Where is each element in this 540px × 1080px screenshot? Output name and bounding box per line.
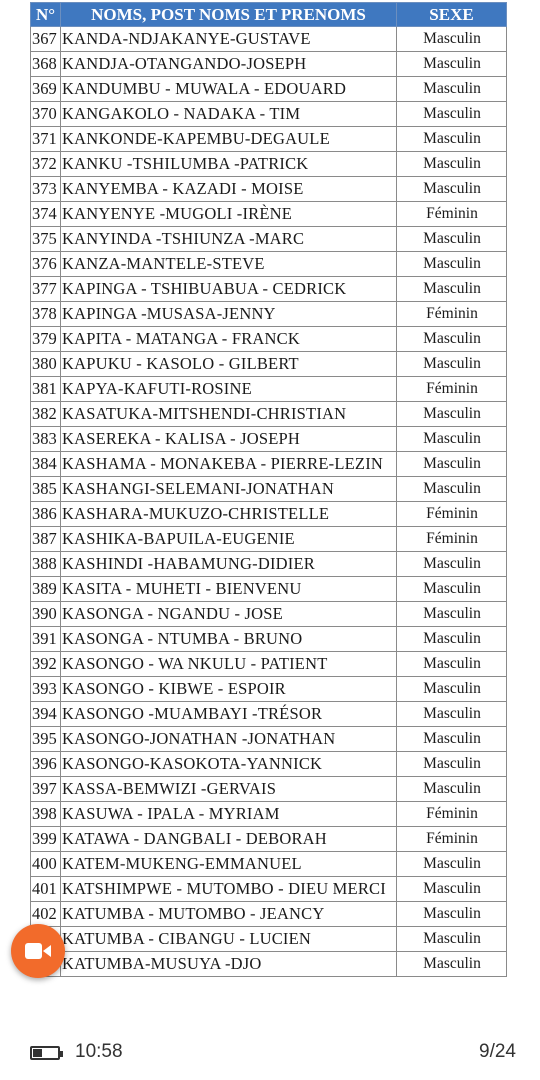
row-name: KASONGO - KIBWE - ESPOIR	[61, 677, 397, 702]
row-sex: Masculin	[397, 877, 507, 902]
table-row	[31, 902, 507, 927]
table-row	[31, 627, 507, 652]
row-number: 402	[31, 902, 61, 927]
row-sex: Masculin	[397, 227, 507, 252]
table-row	[31, 777, 507, 802]
record-video-button[interactable]	[11, 924, 65, 978]
row-sex: Masculin	[397, 627, 507, 652]
battery-icon	[30, 1046, 60, 1060]
row-number: 370	[31, 102, 61, 127]
row-sex: Féminin	[397, 377, 507, 402]
table-row	[31, 127, 507, 152]
row-sex: Féminin	[397, 827, 507, 852]
row-number: 376	[31, 252, 61, 277]
row-number: 391	[31, 627, 61, 652]
row-sex: Masculin	[397, 277, 507, 302]
row-sex: Masculin	[397, 252, 507, 277]
row-name: KASITA - MUHETI - BIENVENU	[61, 577, 397, 602]
table-row	[31, 877, 507, 902]
row-name: KANGAKOLO - NADAKA - TIM	[61, 102, 397, 127]
row-sex: Masculin	[397, 452, 507, 477]
table-row	[31, 227, 507, 252]
table-row	[31, 677, 507, 702]
row-name: KAPINGA - TSHIBUABUA - CEDRICK	[61, 277, 397, 302]
table-header-row	[31, 3, 507, 27]
row-sex: Masculin	[397, 127, 507, 152]
row-name: KAPUKU - KASOLO - GILBERT	[61, 352, 397, 377]
reader-status-bar	[0, 1010, 540, 1080]
row-name: KASONGO-JONATHAN -JONATHAN	[61, 727, 397, 752]
table-row	[31, 827, 507, 852]
row-sex: Masculin	[397, 652, 507, 677]
table-row	[31, 52, 507, 77]
row-number: 389	[31, 577, 61, 602]
table-row	[31, 652, 507, 677]
row-number: 386	[31, 502, 61, 527]
row-number: 371	[31, 127, 61, 152]
row-name: KANKU -TSHILUMBA -PATRICK	[61, 152, 397, 177]
row-sex: Masculin	[397, 402, 507, 427]
row-name: KASHARA-MUKUZO-CHRISTELLE	[61, 502, 397, 527]
row-sex: Masculin	[397, 177, 507, 202]
row-sex: Masculin	[397, 602, 507, 627]
row-number: 384	[31, 452, 61, 477]
row-number: 378	[31, 302, 61, 327]
table-row	[31, 752, 507, 777]
table-row	[31, 427, 507, 452]
table-row	[31, 27, 507, 52]
row-number: 396	[31, 752, 61, 777]
table-row	[31, 377, 507, 402]
row-sex: Féminin	[397, 802, 507, 827]
row-number: 387	[31, 527, 61, 552]
row-sex: Masculin	[397, 577, 507, 602]
row-number: 377	[31, 277, 61, 302]
row-name: KATAWA - DANGBALI - DEBORAH	[61, 827, 397, 852]
row-number: 374	[31, 202, 61, 227]
row-number: 375	[31, 227, 61, 252]
table-row	[31, 202, 507, 227]
row-sex: Masculin	[397, 952, 507, 977]
row-sex: Masculin	[397, 727, 507, 752]
row-number: 383	[31, 427, 61, 452]
row-name: KANDUMBU - MUWALA - EDOUARD	[61, 77, 397, 102]
row-number: 400	[31, 852, 61, 877]
video-camera-icon	[25, 941, 51, 961]
row-number: 380	[31, 352, 61, 377]
row-sex: Masculin	[397, 552, 507, 577]
row-number: 372	[31, 152, 61, 177]
table-row	[31, 702, 507, 727]
table-row	[31, 927, 507, 952]
row-number: 373	[31, 177, 61, 202]
row-sex: Masculin	[397, 902, 507, 927]
table-row	[31, 552, 507, 577]
students-table	[30, 2, 507, 977]
document-page	[30, 2, 507, 977]
row-name: KASHANGI-SELEMANI-JONATHAN	[61, 477, 397, 502]
table-row	[31, 852, 507, 877]
row-number: 399	[31, 827, 61, 852]
header-sex: SEXE	[397, 3, 507, 27]
row-number: 394	[31, 702, 61, 727]
row-sex: Masculin	[397, 702, 507, 727]
row-name: KANYEMBA - KAZADI - MOISE	[61, 177, 397, 202]
row-sex: Féminin	[397, 527, 507, 552]
row-name: KANKONDE-KAPEMBU-DEGAULE	[61, 127, 397, 152]
row-sex: Féminin	[397, 502, 507, 527]
row-name: KATSHIMPWE - MUTOMBO - DIEU MERCI	[61, 877, 397, 902]
table-row	[31, 452, 507, 477]
row-number: 395	[31, 727, 61, 752]
page-indicator: 9/24	[479, 1041, 516, 1062]
row-number: 401	[31, 877, 61, 902]
row-name: KATUMBA - CIBANGU - LUCIEN	[61, 927, 397, 952]
row-number: 393	[31, 677, 61, 702]
table-row	[31, 102, 507, 127]
header-names: NOMS, POST NOMS ET PRENOMS	[61, 3, 397, 27]
row-name: KATUMBA - MUTOMBO - JEANCY	[61, 902, 397, 927]
table-body	[31, 27, 507, 977]
row-name: KASHINDI -HABAMUNG-DIDIER	[61, 552, 397, 577]
row-sex: Masculin	[397, 327, 507, 352]
row-number: 388	[31, 552, 61, 577]
row-name: KASONGA - NTUMBA - BRUNO	[61, 627, 397, 652]
row-number: 382	[31, 402, 61, 427]
table-row	[31, 177, 507, 202]
row-sex: Masculin	[397, 927, 507, 952]
row-number: 367	[31, 27, 61, 52]
table-row	[31, 302, 507, 327]
table-row	[31, 352, 507, 377]
row-sex: Masculin	[397, 852, 507, 877]
table-row	[31, 952, 507, 977]
table-row	[31, 527, 507, 552]
table-row	[31, 77, 507, 102]
row-name: KATUMBA-MUSUYA -DJO	[61, 952, 397, 977]
row-sex: Masculin	[397, 52, 507, 77]
row-sex: Féminin	[397, 202, 507, 227]
row-name: KANYINDA -TSHIUNZA -MARC	[61, 227, 397, 252]
table-row	[31, 277, 507, 302]
row-name: KASUWA - IPALA - MYRIAM	[61, 802, 397, 827]
row-number: 397	[31, 777, 61, 802]
table-row	[31, 602, 507, 627]
row-sex: Masculin	[397, 77, 507, 102]
row-name: KANYENYE -MUGOLI -IRÈNE	[61, 202, 397, 227]
row-name: KASEREKA - KALISA - JOSEPH	[61, 427, 397, 452]
row-name: KANDJA-OTANGANDO-JOSEPH	[61, 52, 397, 77]
table-row	[31, 252, 507, 277]
row-sex: Masculin	[397, 427, 507, 452]
table-row	[31, 502, 507, 527]
row-sex: Masculin	[397, 752, 507, 777]
table-row	[31, 802, 507, 827]
row-sex: Féminin	[397, 302, 507, 327]
row-sex: Masculin	[397, 102, 507, 127]
row-name: KANZA-MANTELE-STEVE	[61, 252, 397, 277]
row-name: KASSA-BEMWIZI -GERVAIS	[61, 777, 397, 802]
row-name: KAPYA-KAFUTI-ROSINE	[61, 377, 397, 402]
row-sex: Masculin	[397, 352, 507, 377]
row-name: KASONGO -MUAMBAYI -TRÉSOR	[61, 702, 397, 727]
row-number: 398	[31, 802, 61, 827]
table-row	[31, 402, 507, 427]
row-name: KASHAMA - MONAKEBA - PIERRE-LEZIN	[61, 452, 397, 477]
row-name: KASONGO - WA NKULU - PATIENT	[61, 652, 397, 677]
row-number: 385	[31, 477, 61, 502]
row-name: KAPINGA -MUSASA-JENNY	[61, 302, 397, 327]
row-sex: Masculin	[397, 777, 507, 802]
row-sex: Masculin	[397, 27, 507, 52]
row-name: KAPITA - MATANGA - FRANCK	[61, 327, 397, 352]
table-row	[31, 727, 507, 752]
table-row	[31, 152, 507, 177]
row-number: 392	[31, 652, 61, 677]
row-sex: Masculin	[397, 477, 507, 502]
clock-time: 10:58	[75, 1041, 123, 1062]
row-name: KASHIKA-BAPUILA-EUGENIE	[61, 527, 397, 552]
table-row	[31, 327, 507, 352]
table-row	[31, 477, 507, 502]
row-number: 368	[31, 52, 61, 77]
row-number: 369	[31, 77, 61, 102]
row-name: KATEM-MUKENG-EMMANUEL	[61, 852, 397, 877]
row-name: KANDA-NDJAKANYE-GUSTAVE	[61, 27, 397, 52]
header-number: N°	[31, 3, 61, 27]
row-name: KASONGA - NGANDU - JOSE	[61, 602, 397, 627]
row-number: 381	[31, 377, 61, 402]
row-name: KASATUKA-MITSHENDI-CHRISTIAN	[61, 402, 397, 427]
row-name: KASONGO-KASOKOTA-YANNICK	[61, 752, 397, 777]
row-sex: Masculin	[397, 152, 507, 177]
table-row	[31, 577, 507, 602]
row-number: 379	[31, 327, 61, 352]
row-sex: Masculin	[397, 677, 507, 702]
row-number: 390	[31, 602, 61, 627]
